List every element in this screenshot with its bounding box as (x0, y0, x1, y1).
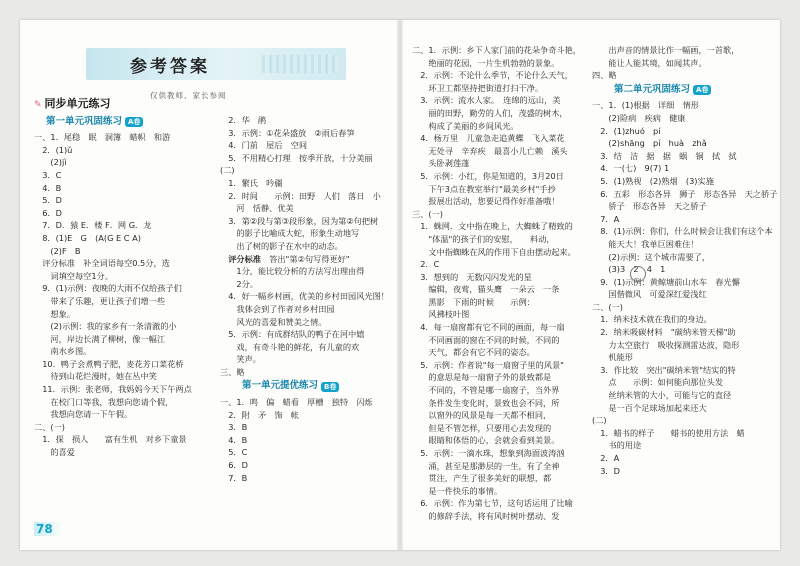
answer-line: 9．(1)示例：夜晚的大雨不仅给孩子们 (34, 283, 182, 294)
answer-line: 风光的喜爱和赞美之情。 (220, 316, 327, 327)
answer-line: 4．门前 屋后 空间 (220, 140, 308, 151)
answer-line: 丽的田野，勤劳的人们，茂盛的树木， (412, 107, 568, 118)
answer-line: 7．A (592, 213, 620, 224)
section-heading (34, 98, 204, 112)
unit-heading (242, 380, 388, 393)
answer-line: (2)F B (34, 245, 81, 256)
answer-line: 3．示例：①花朵盛放 ②雨后春笋 (220, 127, 355, 138)
answer-line: 国偕微风 可爱深红爱浅红 (592, 289, 707, 300)
answer-line: 条件发生变化时，景致也会不同，所 (412, 397, 560, 408)
answer-line: 文中指蜘蛛在风的作用下自由摆动起来。 (412, 246, 576, 257)
answer-line: 词填空每空1分。 (34, 270, 113, 281)
rubric-label: 评分标准 (228, 253, 261, 264)
answer-line: (2)jì (34, 157, 67, 168)
answer-line: 5．不用精心打理 按季开放，十分美丽 (220, 152, 373, 163)
answer-line: 2分。 (220, 278, 258, 289)
answer-line: 出声音的情景比作一幅画，一首歌， (592, 45, 740, 55)
level-badge: A卷 (693, 85, 711, 95)
answer-line: 8．(1)示例：你们，什么时候会让我们有这个本 (592, 226, 773, 237)
column-2 (220, 114, 388, 484)
answer-line: 4．每一扇窗都有它不同的画面，每一扇 (412, 322, 565, 333)
answer-line: 黑影 下雨的时候 示例： (412, 296, 535, 307)
answer-lines (220, 114, 388, 253)
answer-line: 二、(一) (592, 301, 623, 312)
answer-line: 评分标准 补全词语每空0.5分，选 (34, 258, 170, 269)
rubric-text: 答出"第②句写得更好" (269, 253, 350, 264)
answer-line: 但是不管怎样，只要用心去发现的 (412, 422, 552, 433)
answer-line: 2．A (592, 453, 620, 463)
answer-line: 在校门口等我，我想向您请个假， (34, 396, 174, 407)
answer-lines (220, 265, 388, 378)
answer-line: 的喜爱 (34, 447, 75, 458)
answer-line: 5．示例：作者说"每一扇窗子里的风景" (412, 359, 564, 370)
pencil-icon: ✎ (34, 100, 42, 110)
answer-line: 天气，都会有它不同的姿态。 (412, 347, 535, 358)
answer-line: 1．蜡书的样子 蜡书的使用方法 蜡 (592, 427, 745, 438)
answer-lines (34, 131, 204, 458)
answer-line: 5．示例：小红，你是知道的，3月20日 (412, 170, 564, 181)
answer-line: 无处寻 辛弃疾 最喜小儿亡赖 溪头 (412, 145, 568, 156)
answer-line: 4．杨万里 儿童急走追黄蝶 飞入菜花 (412, 133, 565, 144)
column-3 (412, 44, 584, 523)
answer-line: 3．C (34, 169, 62, 180)
answer-line: 3．第②段与第③段形象，因为第②句把树 (220, 215, 379, 226)
answer-line: 5．示例：一滴水珠，想象到海面波涛汹 (412, 448, 565, 458)
answer-line: 骄子 形态各异 天之骄子 (592, 201, 707, 212)
answer-line: 一、1．(1)根据 详细 情形 (592, 100, 699, 111)
answer-line: 贯注，产生了很多美好的联想，都 (412, 473, 552, 484)
answer-line: 的影子比喻成大蛇，形象生动地写 (220, 228, 360, 239)
answer-line: 3．作比较 突出"碳纳米管"结实的特 (592, 364, 736, 375)
answer-line: 2．时间 示例：田野 人们 落日 小 (220, 190, 381, 201)
answer-line: 构成了美丽的乡间风光。 (412, 120, 519, 131)
answer-line: 涌，甚至是那渺层的一生，有了全神 (412, 460, 560, 471)
answer-line: 力太空旅行 吸收探测雷达波，隐形 (592, 339, 740, 350)
answer-line: 5．示例：有成群结队的鸭子在河中嬉 (220, 329, 365, 340)
answer-line: 2．纳米吸碳材料 "碳纳米管天梯"助 (592, 327, 736, 338)
answer-line: 三、(一) (412, 208, 443, 219)
answer-line: 的修辞手法，将有风时树叶摆动、发 (412, 510, 560, 521)
answer-line: 9．(1)示例：黄鲸塘前山水车 春光懈 (592, 276, 740, 287)
page-subtitle: 仅供教师、家长参阅 (150, 91, 227, 100)
answer-line: (3)3 2 4 1 (592, 264, 666, 275)
column-4 (592, 44, 778, 477)
answer-line: (二) (220, 165, 235, 176)
answer-line: 头卧剥莲蓬 (412, 158, 470, 169)
answer-line: 6．D (34, 207, 62, 218)
section-heading-text: 同步单元练习 (44, 97, 111, 110)
answer-line: 三、略 (220, 366, 245, 377)
answer-line: 2．华 鹃 (220, 115, 267, 125)
section-line: 四、略 (592, 70, 617, 81)
answer-line: 不同的，不管是哪一扇窗子，当外界 (412, 385, 560, 396)
answer-line: 想象。 (34, 308, 75, 319)
answer-line: (2)shāng pí huà zhǎ (592, 138, 707, 149)
answer-line: 7．D．猿 E．楼 F．网 G．龙 (34, 220, 152, 231)
answer-line: 南水乡图。 (34, 346, 92, 357)
answer-line: 能让人能其境，如闻其声。 (592, 57, 707, 68)
answer-line: 是一百个足球场加起来还大 (592, 402, 707, 413)
answer-line: 5．C (220, 447, 248, 458)
answer-line: 一、1．尾稳 眠 洞簿 蜡帜 和游 (34, 132, 171, 143)
answer-line: 河 恬静、优美 (220, 203, 294, 214)
answer-line: 1．蛛网．文中指在晚上，大蜘蛛了精致的 (412, 221, 573, 232)
answer-line: 带来了乐趣，更让孩子们增一些 (34, 295, 166, 306)
answer-line: 6．示例：作为第七节，这句话运用了比喻 (412, 498, 573, 509)
answer-line: 眼睛和体悟的心，会就会看到美景。 (412, 435, 560, 446)
answer-line: 1．探 损人 富有生机 对乡下童景 (34, 434, 187, 445)
answer-sheet (20, 20, 780, 550)
answer-lines (412, 44, 584, 523)
answer-line: 一、1．鸣 偏 蜡看 厚槽 独特 闪烁 (220, 397, 373, 408)
answer-line: (二) (592, 415, 607, 426)
answer-line: 4．好一幅乡村画，优美的乡村田园风光图！ (220, 291, 389, 302)
banner-decoration (262, 55, 338, 73)
answer-line: (2)险病 疾病 健康 (592, 112, 686, 123)
answer-line: 笑声。 (220, 354, 261, 365)
answer-line: 我想向您请一下午假。 (34, 409, 133, 420)
answer-line: 不同画面的窗在不同的时候，不同的 (412, 334, 560, 345)
unit-heading-text: 第一单元提优练习 (242, 380, 319, 392)
answer-line: 11．示例：张老师，我妈妈今天下午两点 (34, 384, 192, 395)
answer-line: 3．想到的 无数闪闪发光的星 (412, 271, 532, 282)
title-banner (86, 48, 346, 80)
answer-line: 环卫工都坚持把街道打扫干净。 (412, 82, 544, 93)
answer-line: 5．D (34, 195, 62, 206)
unit-heading-text: 第二单元巩固练习 (614, 83, 691, 95)
answer-line: 编辑，夜莺，猫头鹰 一朵云 一条 (412, 284, 560, 295)
answer-line: 的意思是每一扇窗子外的景致都是 (412, 372, 552, 383)
answer-line: 3．示例：流水人家。 连绵的远山，美 (412, 95, 561, 106)
answer-line: 1分，能比较分析的方法写出理由得 (220, 266, 365, 277)
answer-line: 我体会到了作者对乡村田园 (220, 303, 335, 314)
answer-line: 能天大！我单巨困难住！ (592, 238, 699, 249)
answer-line: 1．纳米技术就在我们的身边。 (592, 314, 712, 325)
answer-line: 4．B (220, 434, 248, 445)
answer-line: 2．(1)ǔ (34, 144, 73, 155)
answer-lines (592, 44, 772, 69)
answer-line: 2．(1)zhuó pí (592, 125, 661, 136)
answer-line: 机能形 (592, 352, 633, 363)
answer-line: 出了树的影子在水中的动态。 (220, 240, 343, 251)
unit-heading (46, 116, 204, 129)
answer-line: 10．鸭子会煮鸭子肥，麦花芳口菜花桥 (34, 358, 184, 369)
answer-line: 报展出活动，您要记得作好准备哦！ (412, 196, 560, 207)
answer-line: 5．(1)熟视 (2)熟烟 (3)实施 (592, 175, 714, 186)
answer-line: 风拂枝叶图 (412, 309, 470, 320)
unit-heading-text: 第一单元巩固练习 (46, 115, 123, 127)
answer-line: "体温"的孩子们的安慰， 料动， (412, 233, 555, 244)
answer-line: 2．示例：不论什么季节，不论什么天气， (412, 70, 573, 81)
page-number (34, 522, 63, 536)
answer-line: 2．附 矛 饰 帐 (220, 409, 299, 420)
answer-line: 6．五彩 形态各异 狮子 形态各异 天之骄子 (592, 188, 778, 199)
level-badge: A卷 (125, 117, 143, 127)
handwritten-circle-mark (630, 266, 646, 282)
rubric-line (220, 253, 388, 266)
answer-line: 2．C (412, 259, 440, 270)
answer-line: 待到山花烂漫时，她在丛中笑 (34, 371, 157, 382)
answer-line: 1．繁氏 吟疆 (220, 177, 283, 188)
answer-line: 3．B (220, 422, 248, 433)
answer-line: 3．D (592, 465, 620, 476)
answer-line: 3．结 洁 据 据 蜗 铜 拭 拭 (592, 150, 737, 161)
answer-line: 河，岸边长满了柳树，像一幅江 (34, 333, 166, 344)
answer-lines (220, 396, 388, 484)
answer-line: 戏，有奇斗艳的鲜花，有儿童的欢 (220, 341, 360, 352)
answer-line: (2)示例：这个城市需要了， (592, 251, 711, 262)
answer-line: 7．B (220, 472, 248, 483)
answer-line: 下午3点在教室举行"最美乡村"手抄 (412, 183, 556, 194)
answer-line: 是一件快乐的事情。 (412, 485, 503, 496)
answer-line: 4．B (34, 182, 62, 193)
unit-heading (614, 84, 772, 97)
answer-line: 书的用途 (592, 440, 642, 451)
answer-line: 以窗外的风景是每一天都不相同， (412, 410, 552, 421)
page-title: 参考答案 (130, 57, 210, 77)
book-spine (397, 20, 403, 550)
answer-line: (2)示例：我的家乡有一条清澈的小 (34, 321, 177, 332)
answer-line: 二、(一) (34, 421, 65, 432)
answer-line: 8．(1)E G (A(G E C A) (34, 232, 141, 243)
column-1 (34, 98, 204, 459)
answer-line: 4．一(七) 9(7) 1 (592, 163, 670, 174)
answer-line: 6．D (220, 460, 248, 471)
answer-line: 绝丽的花园，一片生机勃勃的景象。 (412, 57, 560, 68)
page-number-text: 78 (34, 522, 63, 536)
answer-line: 二、1．示例：乡下人家门前的花朵争奇斗艳， (412, 45, 581, 55)
answer-line: 丝纳米管的大小，可能与它的直径 (592, 390, 732, 401)
level-badge: B卷 (321, 382, 339, 392)
answer-lines (592, 99, 778, 477)
answer-line: 点 示例：如何能向那位头发 (592, 377, 724, 388)
